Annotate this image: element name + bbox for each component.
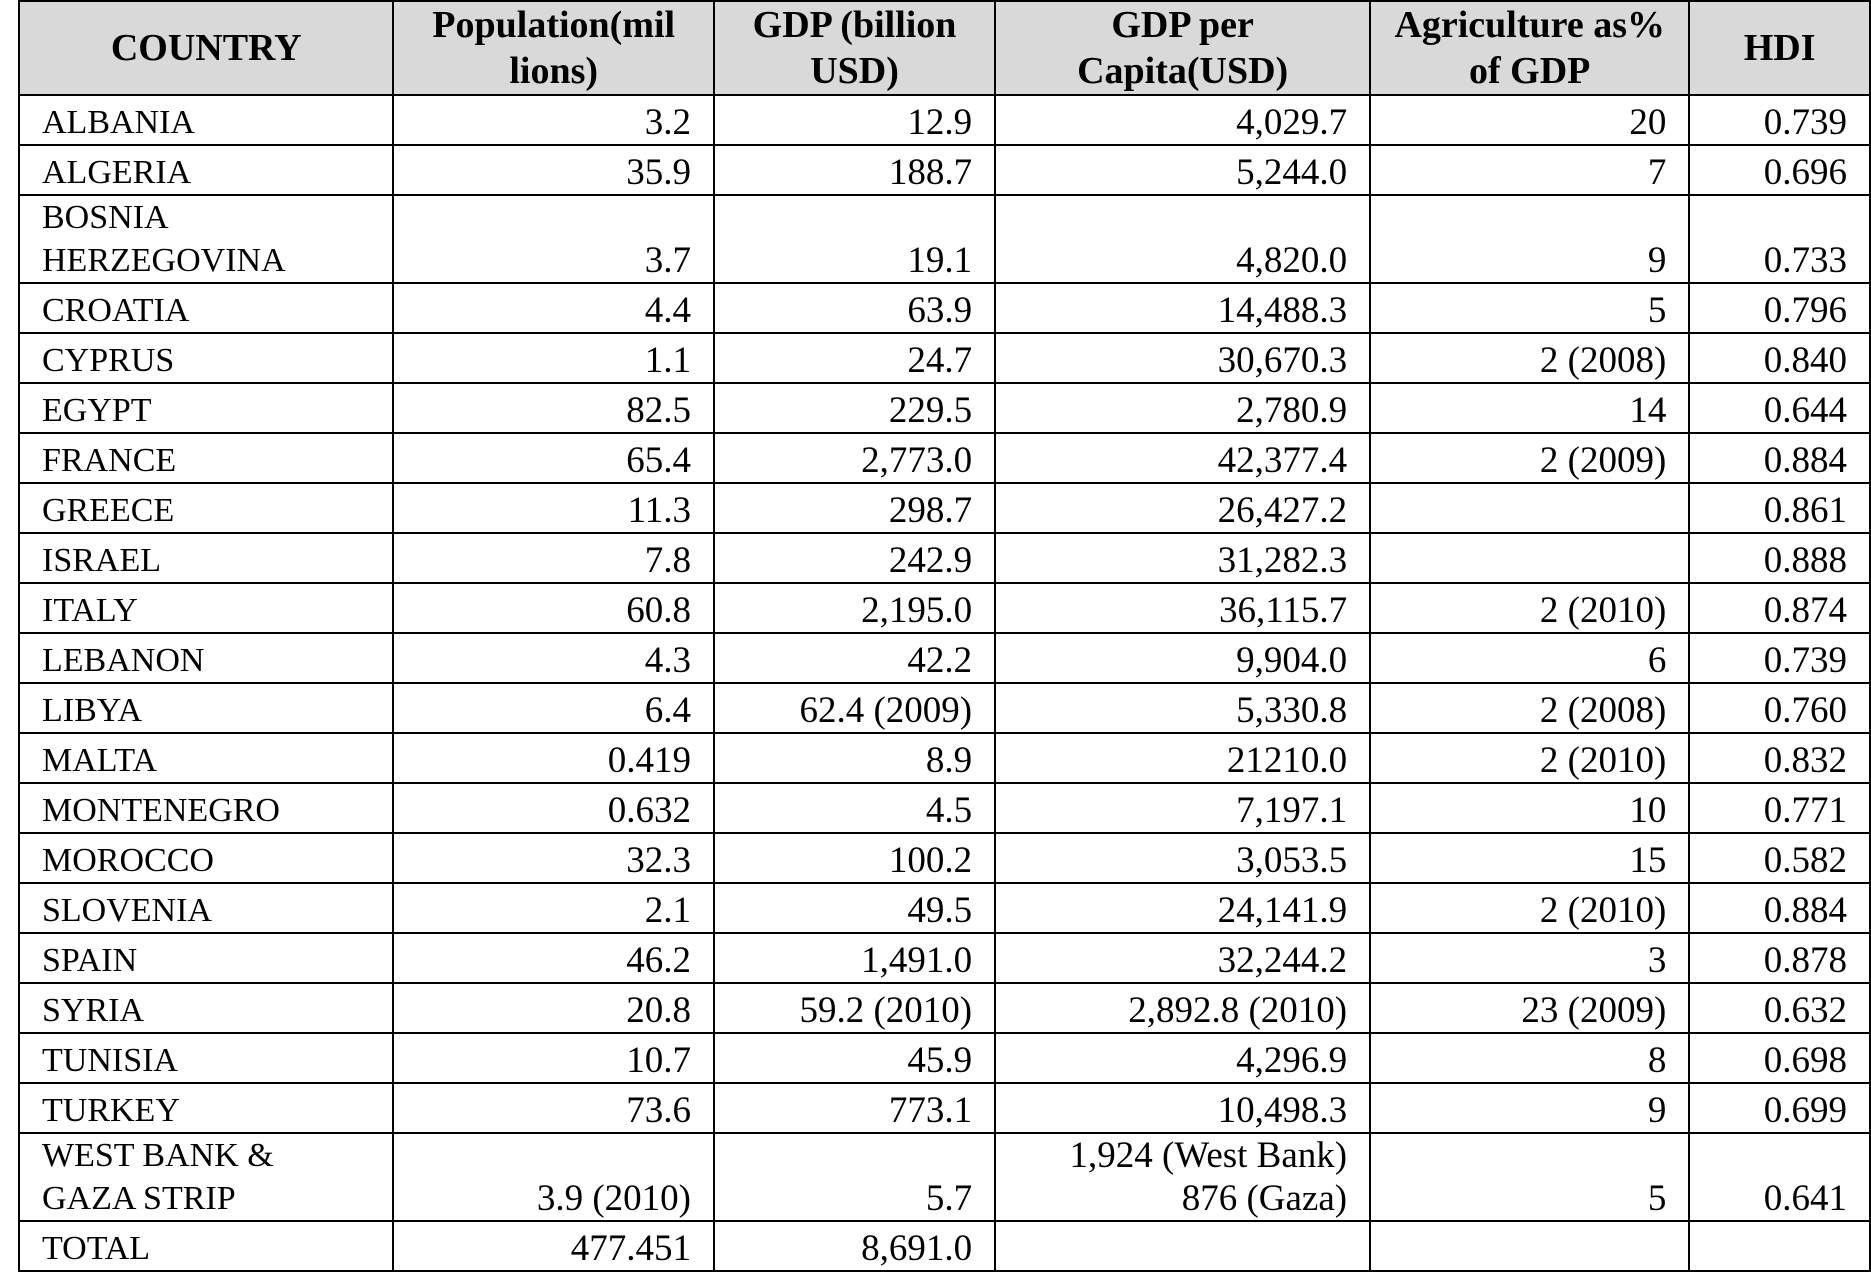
gdp-per-capita-cell: 1,924 (West Bank) 876 (Gaza) xyxy=(995,1133,1370,1221)
table-row xyxy=(19,983,1870,1033)
table-row xyxy=(19,733,1870,783)
population-cell: 3.7 xyxy=(393,195,714,283)
population-cell: 0.419 xyxy=(393,733,714,783)
gdp-cell: 229.5 xyxy=(714,383,995,433)
gdp-per-capita-cell: 4,029.7 xyxy=(995,95,1370,145)
gdp-cell: 4.5 xyxy=(714,783,995,833)
gdp-per-capita-cell: 5,244.0 xyxy=(995,145,1370,195)
country-cell: ISRAEL xyxy=(19,533,393,583)
table-row xyxy=(19,933,1870,983)
population-cell: 65.4 xyxy=(393,433,714,483)
gdp-cell: 62.4 (2009) xyxy=(714,683,995,733)
gdp-cell: 19.1 xyxy=(714,195,995,283)
table-row xyxy=(19,95,1870,145)
header-gdp-per-capita: GDP per Capita(USD) xyxy=(995,1,1370,95)
table-row xyxy=(19,1221,1870,1271)
table-row xyxy=(19,583,1870,633)
country-cell: LEBANON xyxy=(19,633,393,683)
table-row xyxy=(19,383,1870,433)
table-row xyxy=(19,533,1870,583)
country-cell: ALBANIA xyxy=(19,95,393,145)
agriculture-cell: 7 xyxy=(1370,145,1689,195)
agriculture-cell: 2 (2008) xyxy=(1370,333,1689,383)
gdp-per-capita-cell: 5,330.8 xyxy=(995,683,1370,733)
hdi-cell: 0.884 xyxy=(1689,883,1870,933)
hdi-cell: 0.739 xyxy=(1689,633,1870,683)
gdp-cell: 8.9 xyxy=(714,733,995,783)
table-row xyxy=(19,333,1870,383)
hdi-cell: 0.760 xyxy=(1689,683,1870,733)
country-cell: TUNISIA xyxy=(19,1033,393,1083)
gdp-cell: 12.9 xyxy=(714,95,995,145)
gdp-per-capita-cell: 2,892.8 (2010) xyxy=(995,983,1370,1033)
hdi-cell: 0.874 xyxy=(1689,583,1870,633)
table-row xyxy=(19,883,1870,933)
gdp-cell: 2,773.0 xyxy=(714,433,995,483)
country-cell: TURKEY xyxy=(19,1083,393,1133)
gdp-cell: 188.7 xyxy=(714,145,995,195)
gdp-cell: 8,691.0 xyxy=(714,1221,995,1271)
country-cell: FRANCE xyxy=(19,433,393,483)
agriculture-cell: 9 xyxy=(1370,195,1689,283)
gdp-cell: 49.5 xyxy=(714,883,995,933)
gdp-cell: 5.7 xyxy=(714,1133,995,1221)
country-cell: CYPRUS xyxy=(19,333,393,383)
table-row xyxy=(19,783,1870,833)
hdi-cell xyxy=(1689,1221,1870,1271)
header-country: COUNTRY xyxy=(19,1,393,95)
agriculture-cell: 5 xyxy=(1370,283,1689,333)
country-cell: MOROCCO xyxy=(19,833,393,883)
country-cell: WEST BANK & GAZA STRIP xyxy=(19,1133,393,1221)
table-row xyxy=(19,1083,1870,1133)
country-cell: CROATIA xyxy=(19,283,393,333)
gdp-per-capita-cell: 14,488.3 xyxy=(995,283,1370,333)
hdi-cell: 0.739 xyxy=(1689,95,1870,145)
table-row xyxy=(19,1033,1870,1083)
gdp-cell: 63.9 xyxy=(714,283,995,333)
gdp-per-capita-cell: 7,197.1 xyxy=(995,783,1370,833)
agriculture-cell xyxy=(1370,533,1689,583)
header-population: Population(mil lions) xyxy=(393,1,714,95)
gdp-cell: 42.2 xyxy=(714,633,995,683)
gdp-per-capita-cell: 30,670.3 xyxy=(995,333,1370,383)
table-row xyxy=(19,145,1870,195)
country-cell: SLOVENIA xyxy=(19,883,393,933)
hdi-cell: 0.632 xyxy=(1689,983,1870,1033)
hdi-cell: 0.832 xyxy=(1689,733,1870,783)
gdp-cell: 298.7 xyxy=(714,483,995,533)
gdp-per-capita-cell: 42,377.4 xyxy=(995,433,1370,483)
population-cell: 1.1 xyxy=(393,333,714,383)
hdi-cell: 0.641 xyxy=(1689,1133,1870,1221)
hdi-cell: 0.861 xyxy=(1689,483,1870,533)
table-row xyxy=(19,195,1870,283)
population-cell: 73.6 xyxy=(393,1083,714,1133)
country-cell: BOSNIA HERZEGOVINA xyxy=(19,195,393,283)
hdi-cell: 0.888 xyxy=(1689,533,1870,583)
gdp-cell: 2,195.0 xyxy=(714,583,995,633)
agriculture-cell: 10 xyxy=(1370,783,1689,833)
gdp-per-capita-cell xyxy=(995,1221,1370,1271)
hdi-cell: 0.644 xyxy=(1689,383,1870,433)
hdi-cell: 0.733 xyxy=(1689,195,1870,283)
country-cell: MONTENEGRO xyxy=(19,783,393,833)
agriculture-cell: 2 (2010) xyxy=(1370,733,1689,783)
population-cell: 4.3 xyxy=(393,633,714,683)
hdi-cell: 0.884 xyxy=(1689,433,1870,483)
country-cell: MALTA xyxy=(19,733,393,783)
agriculture-cell: 6 xyxy=(1370,633,1689,683)
country-stats-table xyxy=(18,0,1871,1272)
population-cell: 35.9 xyxy=(393,145,714,195)
agriculture-cell: 23 (2009) xyxy=(1370,983,1689,1033)
gdp-cell: 242.9 xyxy=(714,533,995,583)
population-cell: 11.3 xyxy=(393,483,714,533)
gdp-per-capita-cell: 9,904.0 xyxy=(995,633,1370,683)
table-row xyxy=(19,433,1870,483)
country-cell: LIBYA xyxy=(19,683,393,733)
population-cell: 7.8 xyxy=(393,533,714,583)
gdp-per-capita-cell: 21210.0 xyxy=(995,733,1370,783)
gdp-per-capita-cell: 24,141.9 xyxy=(995,883,1370,933)
gdp-cell: 45.9 xyxy=(714,1033,995,1083)
hdi-cell: 0.771 xyxy=(1689,783,1870,833)
population-cell: 477.451 xyxy=(393,1221,714,1271)
gdp-cell: 773.1 xyxy=(714,1083,995,1133)
population-cell: 6.4 xyxy=(393,683,714,733)
hdi-cell: 0.796 xyxy=(1689,283,1870,333)
gdp-per-capita-cell: 4,820.0 xyxy=(995,195,1370,283)
population-cell: 4.4 xyxy=(393,283,714,333)
agriculture-cell: 3 xyxy=(1370,933,1689,983)
table-row xyxy=(19,483,1870,533)
hdi-cell: 0.696 xyxy=(1689,145,1870,195)
country-cell: SYRIA xyxy=(19,983,393,1033)
population-cell: 2.1 xyxy=(393,883,714,933)
agriculture-cell xyxy=(1370,1221,1689,1271)
table-row xyxy=(19,633,1870,683)
table-row xyxy=(19,1133,1870,1221)
country-cell: ALGERIA xyxy=(19,145,393,195)
population-cell: 3.9 (2010) xyxy=(393,1133,714,1221)
population-cell: 60.8 xyxy=(393,583,714,633)
agriculture-cell: 20 xyxy=(1370,95,1689,145)
gdp-per-capita-cell: 4,296.9 xyxy=(995,1033,1370,1083)
header-agriculture: Agriculture as% of GDP xyxy=(1370,1,1689,95)
gdp-per-capita-cell: 2,780.9 xyxy=(995,383,1370,433)
population-cell: 20.8 xyxy=(393,983,714,1033)
header-gdp: GDP (billion USD) xyxy=(714,1,995,95)
agriculture-cell: 9 xyxy=(1370,1083,1689,1133)
agriculture-cell xyxy=(1370,483,1689,533)
agriculture-cell: 15 xyxy=(1370,833,1689,883)
country-cell: ITALY xyxy=(19,583,393,633)
agriculture-cell: 14 xyxy=(1370,383,1689,433)
table-row xyxy=(19,283,1870,333)
population-cell: 3.2 xyxy=(393,95,714,145)
gdp-per-capita-cell: 26,427.2 xyxy=(995,483,1370,533)
gdp-cell: 100.2 xyxy=(714,833,995,883)
agriculture-cell: 2 (2008) xyxy=(1370,683,1689,733)
gdp-per-capita-cell: 3,053.5 xyxy=(995,833,1370,883)
population-cell: 46.2 xyxy=(393,933,714,983)
header-hdi: HDI xyxy=(1689,1,1870,95)
gdp-cell: 1,491.0 xyxy=(714,933,995,983)
table-row xyxy=(19,833,1870,883)
table-row xyxy=(19,683,1870,733)
hdi-cell: 0.840 xyxy=(1689,333,1870,383)
country-cell: TOTAL xyxy=(19,1221,393,1271)
country-cell: GREECE xyxy=(19,483,393,533)
gdp-per-capita-cell: 36,115.7 xyxy=(995,583,1370,633)
agriculture-cell: 5 xyxy=(1370,1133,1689,1221)
header-row xyxy=(19,1,1870,95)
agriculture-cell: 2 (2009) xyxy=(1370,433,1689,483)
agriculture-cell: 2 (2010) xyxy=(1370,883,1689,933)
agriculture-cell: 2 (2010) xyxy=(1370,583,1689,633)
agriculture-cell: 8 xyxy=(1370,1033,1689,1083)
hdi-cell: 0.699 xyxy=(1689,1083,1870,1133)
gdp-cell: 24.7 xyxy=(714,333,995,383)
population-cell: 10.7 xyxy=(393,1033,714,1083)
gdp-per-capita-cell: 31,282.3 xyxy=(995,533,1370,583)
gdp-per-capita-cell: 10,498.3 xyxy=(995,1083,1370,1133)
gdp-per-capita-cell: 32,244.2 xyxy=(995,933,1370,983)
gdp-cell: 59.2 (2010) xyxy=(714,983,995,1033)
hdi-cell: 0.582 xyxy=(1689,833,1870,883)
hdi-cell: 0.878 xyxy=(1689,933,1870,983)
population-cell: 32.3 xyxy=(393,833,714,883)
country-cell: SPAIN xyxy=(19,933,393,983)
hdi-cell: 0.698 xyxy=(1689,1033,1870,1083)
population-cell: 0.632 xyxy=(393,783,714,833)
country-cell: EGYPT xyxy=(19,383,393,433)
population-cell: 82.5 xyxy=(393,383,714,433)
